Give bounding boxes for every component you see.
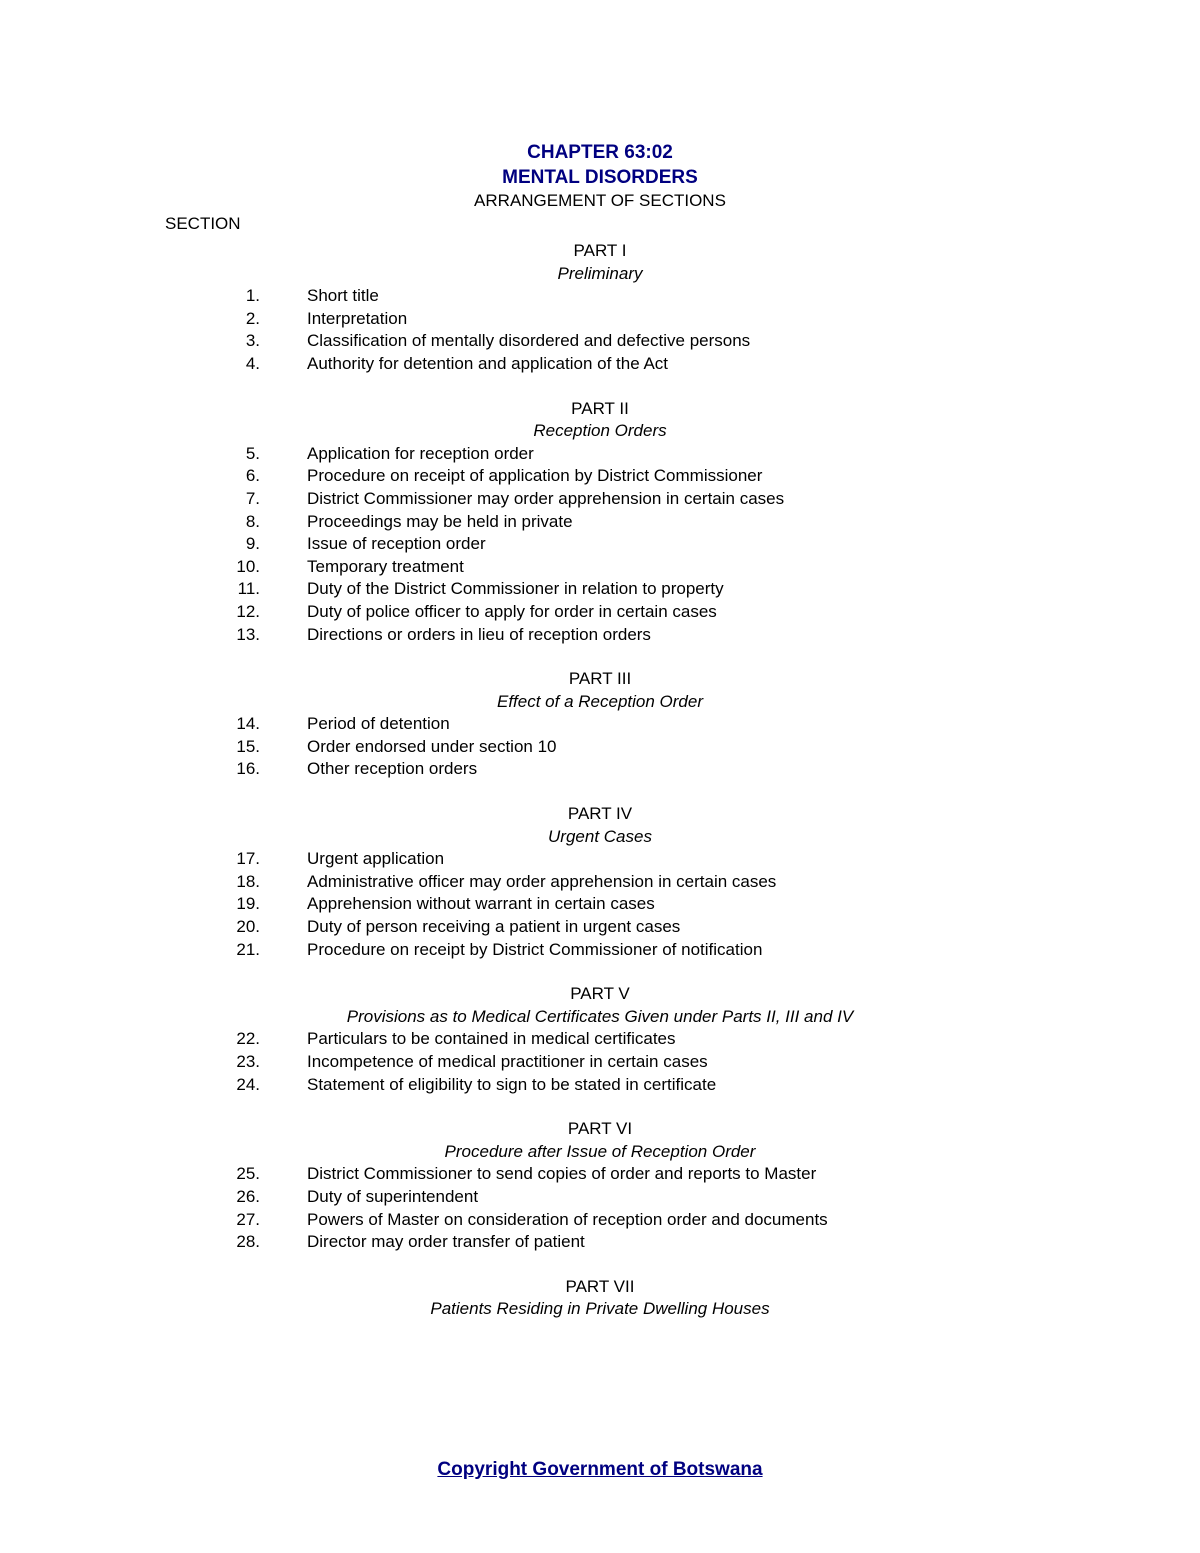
section-entry [0,736,1200,759]
section-entry [0,511,1200,534]
section-title: Duty of superintendent [307,1186,479,1206]
section-number: 19. [236,894,260,914]
section-number: 13. [236,624,260,644]
chapter-number: CHAPTER 63:02 [527,142,673,163]
section-number: 25. [236,1164,260,1184]
part-heading: PART II [571,398,629,418]
section-title: Proceedings may be held in private [307,511,573,531]
part-subtitle: Effect of a Reception Order [497,691,703,711]
section-title: Statement of eligibility to sign to be stated in certificate [307,1074,717,1094]
section-title: District Commissioner may order apprehension in certain cases [307,488,785,508]
part-subtitle: Reception Orders [533,421,667,441]
section-number: 23. [236,1052,260,1071]
section-entry [0,1051,1200,1074]
section-entry [0,488,1200,511]
section-title: Procedure on receipt by District Commissioner of notification [307,939,763,959]
part-heading: PART V [570,984,630,1004]
section-number: 21. [236,939,260,959]
part-subtitle: Urgent Cases [548,826,652,846]
section-number: 6. [245,466,260,486]
section-number: 28. [236,1232,260,1252]
section-number: 4. [245,353,260,373]
section-entry [0,285,1200,308]
part-block [0,803,1200,961]
section-number: 10. [236,556,260,576]
table-of-contents [0,240,1200,1321]
section-number: 5. [245,443,260,463]
section-entry [0,601,1200,624]
arrangement-heading: ARRANGEMENT OF SECTIONS [474,191,726,210]
section-title: Duty of the District Commissioner in relation to property [307,579,724,599]
section-title: Application for reception order [307,443,534,463]
section-title: Apprehension without warrant in certain cases [307,894,655,914]
section-number: 24. [236,1074,260,1094]
section-column-label: SECTION [165,214,241,233]
section-title: Short title [307,286,379,306]
act-title: MENTAL DISORDERS [502,167,698,188]
section-entry [0,624,1200,647]
section-entry [0,1231,1200,1254]
section-entry [0,1028,1200,1051]
section-title: Administrative officer may order apprehension in certain cases [307,871,777,891]
section-number: 11. [237,579,260,599]
section-title: Powers of Master on consideration of reception order and documents [307,1209,828,1229]
section-entry [0,916,1200,939]
section-entry [0,893,1200,916]
section-entry [0,713,1200,736]
section-entry [0,758,1200,781]
section-entry [0,556,1200,579]
section-title: Procedure on receipt of application by District Commissioner [307,466,763,486]
section-entry [0,848,1200,871]
copyright-notice [0,1458,1200,1482]
section-number: 8. [245,511,260,531]
section-number: 26. [236,1186,260,1206]
copyright-link[interactable]: Copyright Government of Botswana [437,1459,763,1480]
section-title: Particulars to be contained in medical certificates [307,1029,676,1049]
part-block [0,240,1200,376]
section-entry [0,443,1200,466]
section-entry [0,308,1200,331]
section-entry [0,1074,1200,1097]
part-subtitle: Procedure after Issue of Reception Order [444,1141,756,1161]
section-entry [0,353,1200,376]
section-title: Other reception orders [307,759,478,779]
part-block [0,668,1200,781]
section-number: 16. [236,759,260,779]
part-block [0,1118,1200,1254]
part-heading: PART III [568,669,632,689]
part-heading: PART VII [565,1276,635,1296]
section-entry [0,871,1200,894]
part-heading: PART VI [567,1119,633,1139]
part-block [0,398,1200,647]
section-entry [0,1186,1200,1209]
part-subtitle: Patients Residing in Private Dwelling Houses [430,1299,770,1319]
section-number: 2. [245,308,260,328]
section-number: 7. [245,488,260,508]
section-number: 17. [236,849,260,869]
section-number: 18. [236,871,260,891]
section-number: 3. [245,331,260,351]
section-number: 12. [236,601,260,621]
section-title: Directions or orders in lieu of reception orders [307,624,651,644]
section-title: Classification of mentally disordered and defective persons [307,331,751,351]
section-title: Duty of person receiving a patient in urgent cases [307,917,681,937]
section-title: Temporary treatment [307,556,464,576]
section-entry [0,1163,1200,1186]
section-number: 20. [236,917,260,937]
section-title: Issue of reception order [307,534,486,554]
section-number: 9. [245,534,260,554]
section-number: 27. [236,1209,260,1229]
part-block [0,1276,1200,1321]
section-entry [0,533,1200,556]
section-title: Duty of police officer to apply for order in certain cases [307,601,717,621]
section-number: 22. [236,1029,260,1049]
section-title: District Commissioner to send copies of order and reports to Master [307,1164,817,1184]
section-title: Period of detention [307,714,450,734]
part-subtitle: Provisions as to Medical Certificates Given under Parts II, III and IV [346,1006,854,1026]
section-number: 15. [236,736,260,756]
section-title: Director may order transfer of patient [307,1232,585,1252]
section-number: 1. [245,286,260,306]
section-entry [0,939,1200,962]
part-subtitle: Preliminary [557,263,643,283]
section-title: Urgent application [307,849,445,869]
section-title: Incompetence of medical practitioner in certain cases [307,1052,708,1071]
section-title: Interpretation [307,308,408,328]
section-entry [0,1209,1200,1232]
section-title: Authority for detention and application of the Act [307,353,669,373]
part-heading: PART I [573,241,627,260]
part-block [0,983,1200,1096]
section-number: 14. [236,714,260,734]
section-entry [0,578,1200,601]
part-heading: PART IV [567,804,633,824]
section-entry [0,330,1200,353]
section-entry [0,465,1200,488]
section-title: Order endorsed under section 10 [307,736,557,756]
